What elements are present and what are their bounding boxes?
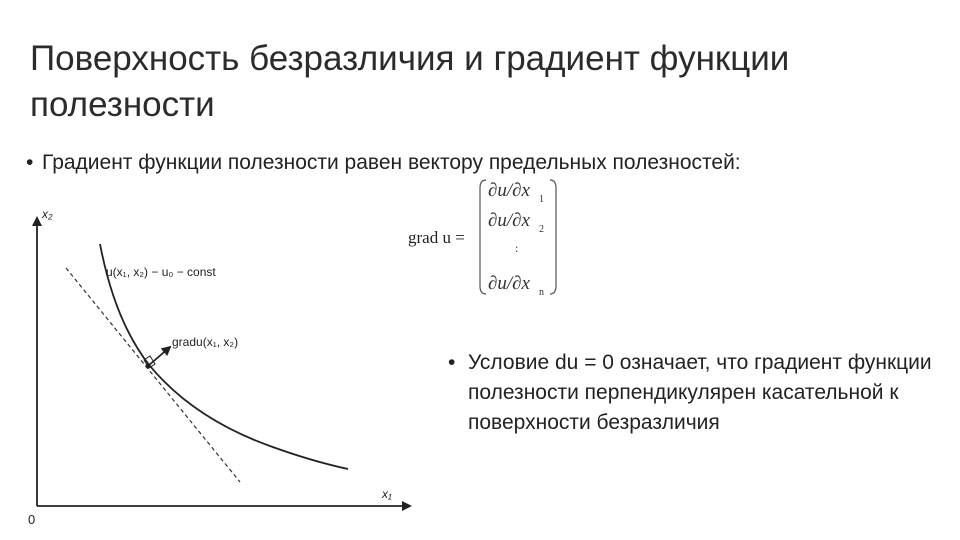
indifference-curve-diagram	[20, 196, 440, 536]
bullet-du-condition	[448, 348, 938, 438]
origin-label: 0	[28, 512, 36, 527]
y-axis-label: x₂	[42, 207, 53, 221]
left-bracket	[480, 180, 486, 294]
right-bracket	[550, 180, 556, 294]
formula-row-2-subscript: 2	[539, 224, 544, 235]
formula-row-1: ∂u/∂x	[488, 180, 530, 201]
formula-row-n-subscript: n	[539, 287, 544, 298]
x-axis-label: x₁	[382, 487, 392, 501]
gradient-label: gradu(x₁, x₂)	[172, 335, 239, 349]
formula-row-1-subscript: 1	[539, 194, 544, 205]
tangent-line	[66, 268, 240, 482]
bullet-marker: •	[448, 351, 456, 374]
gradient-vector	[148, 347, 170, 366]
formula-row-2: ∂u/∂x	[488, 210, 530, 231]
curve-label: u(x₁, x₂) − u₀ − const	[106, 265, 216, 279]
formula-lhs: grad u =	[408, 228, 465, 247]
formula-row-n: ∂u/∂x	[488, 273, 530, 294]
slide-title: Поверхность безразличия и градиент функции полезности	[30, 39, 790, 124]
formula-row-ellipsis: :	[515, 241, 519, 255]
bullet-marker: •	[26, 151, 34, 174]
bullet-text: Градиент функции полезности равен вектору предельных полезностей:	[42, 151, 741, 174]
bullet-text: Условие du = 0 означает, что градиент функции полезности перпендикулярен касательной к поверхности безразличия	[468, 351, 932, 434]
